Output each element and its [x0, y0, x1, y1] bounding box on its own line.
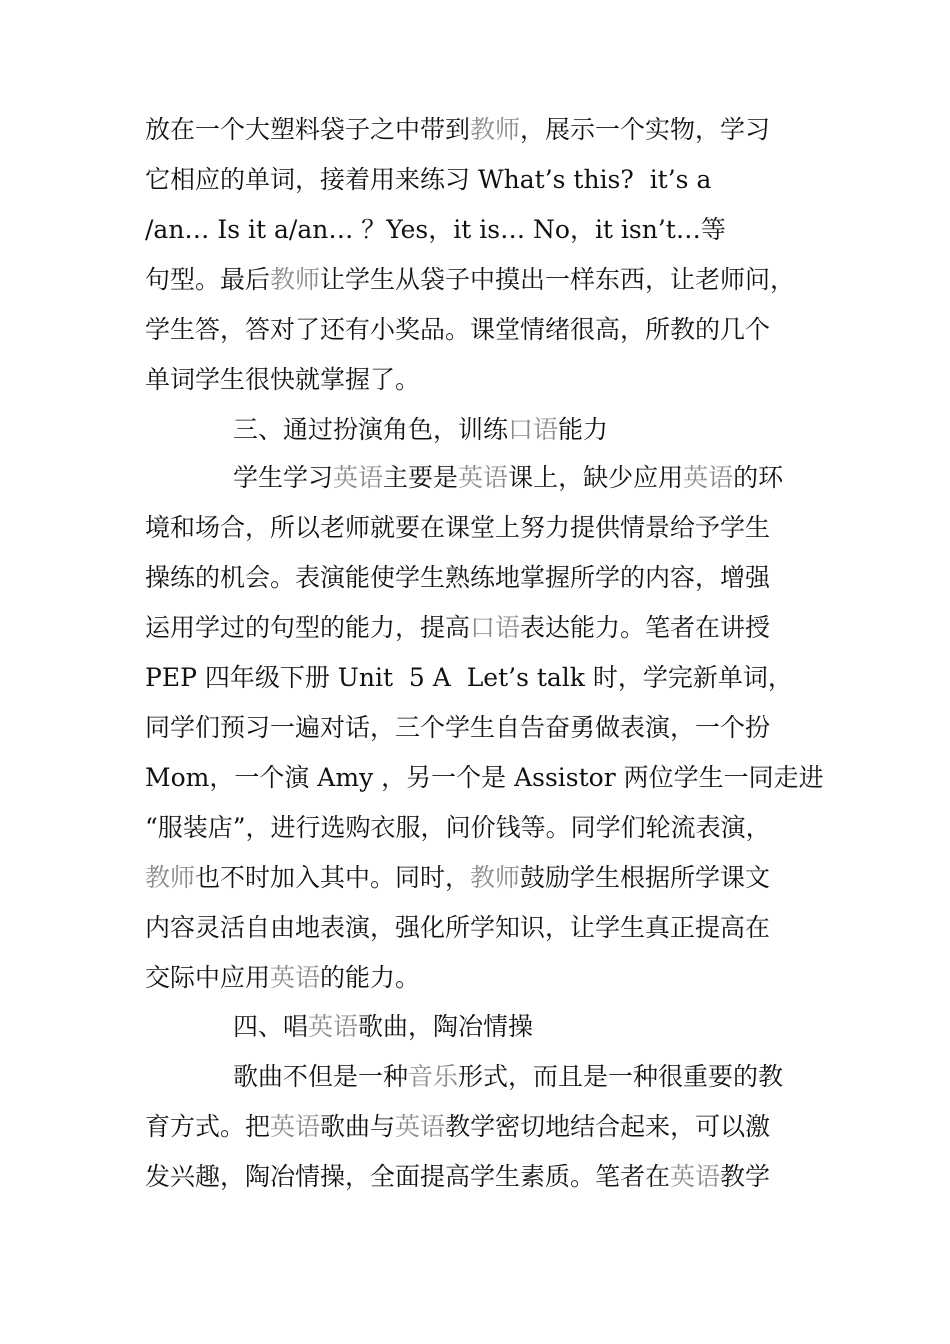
text-line — [0, 1105, 950, 1149]
keyword-link[interactable]: 英语 — [308, 1012, 359, 1041]
keyword-link[interactable]: 音乐 — [408, 1062, 459, 1091]
text-line — [0, 606, 950, 650]
text-segment: 鼓励学生根据所学课文 — [520, 863, 771, 892]
text-line — [0, 108, 950, 152]
text-segment: 交际中应用 — [145, 963, 271, 992]
text-segment: /an… Is it a/an… ？Yes，it is… No，it isn’t…等 — [145, 215, 726, 244]
text-segment: 操练的机会。表演能使学生熟练地掌握所学的内容，增强 — [145, 563, 771, 592]
text-line — [0, 308, 950, 352]
text-segment: 句型。最后 — [145, 265, 271, 294]
keyword-link[interactable]: 教师 — [145, 863, 196, 892]
text-line — [0, 408, 950, 452]
text-line — [0, 1005, 950, 1049]
text-line — [0, 706, 950, 750]
text-segment: 它相应的单词，接着用来练习 What’s this? it’s a — [145, 165, 712, 194]
keyword-link[interactable]: 英语 — [270, 963, 321, 992]
text-segment: 表达能力。笔者在讲授 — [520, 613, 771, 642]
keyword-link[interactable]: 英语 — [683, 463, 734, 492]
text-segment: 让学生从袋子中摸出一样东西，让老师问， — [320, 265, 796, 294]
keyword-link[interactable]: 教师 — [470, 115, 521, 144]
text-segment: “服装店”，进行选购衣服，问价钱等。同学们轮流表演， — [145, 813, 771, 842]
text-line — [0, 856, 950, 900]
keyword-link[interactable]: 英语 — [333, 463, 384, 492]
keyword-link[interactable]: 英语 — [395, 1112, 446, 1141]
text-segment: 学生答，答对了还有小奖品。课堂情绪很高，所教的几个 — [145, 315, 771, 344]
text-segment: 教学密切地结合起来，可以激 — [445, 1112, 771, 1141]
keyword-link[interactable]: 英语 — [670, 1162, 721, 1191]
text-segment: 发兴趣，陶冶情操，全面提高学生素质。笔者在 — [145, 1162, 671, 1191]
text-segment: Mom，一个演 Amy ，另一个是 Assistor 两位学生一同走进 — [145, 763, 824, 792]
keyword-link[interactable]: 英语 — [270, 1112, 321, 1141]
text-segment: 学生学习 — [233, 463, 334, 492]
text-line — [0, 656, 950, 700]
text-segment: 的能力。 — [320, 963, 421, 992]
text-line — [0, 1155, 950, 1199]
text-segment: 形式，而且是一种很重要的教 — [458, 1062, 784, 1091]
text-segment: ，展示一个实物，学习 — [520, 115, 771, 144]
text-segment: 也不时加入其中。同时， — [195, 863, 471, 892]
keyword-link[interactable]: 英语 — [458, 463, 509, 492]
text-line — [0, 1055, 950, 1099]
keyword-link[interactable]: 口语 — [470, 613, 521, 642]
text-segment: 四、唱 — [233, 1012, 309, 1041]
text-line — [0, 756, 950, 800]
text-line — [0, 358, 950, 402]
text-segment: 境和场合，所以老师就要在课堂上努力提供情景给予学生 — [145, 513, 771, 542]
text-segment: 的环 — [733, 463, 784, 492]
text-line — [0, 956, 950, 1000]
text-segment: 主要是 — [383, 463, 459, 492]
text-line — [0, 806, 950, 850]
text-segment: 教学 — [720, 1162, 771, 1191]
text-segment: PEP 四年级下册 Unit 5 A Let’s talk 时，学完新单词， — [145, 663, 793, 692]
keyword-link[interactable]: 教师 — [270, 265, 321, 294]
text-line — [0, 158, 950, 202]
text-line — [0, 556, 950, 600]
text-segment: 三、通过扮演角色，训练 — [233, 415, 509, 444]
text-line — [0, 506, 950, 550]
text-line — [0, 456, 950, 500]
text-segment: 歌曲不但是一种 — [233, 1062, 409, 1091]
text-segment: 运用学过的句型的能力，提高 — [145, 613, 471, 642]
text-segment: 同学们预习一遍对话，三个学生自告奋勇做表演，一个扮 — [145, 713, 771, 742]
text-line — [0, 208, 950, 252]
keyword-link[interactable]: 教师 — [470, 863, 521, 892]
text-segment: 育方式。把 — [145, 1112, 271, 1141]
text-segment: 课上，缺少应用 — [508, 463, 684, 492]
text-segment: 单词学生很快就掌握了。 — [145, 365, 421, 394]
text-segment: 能力 — [558, 415, 609, 444]
text-segment: 歌曲，陶冶情操 — [358, 1012, 534, 1041]
text-segment: 歌曲与 — [320, 1112, 396, 1141]
keyword-link[interactable]: 口语 — [508, 415, 559, 444]
text-line — [0, 258, 950, 302]
text-segment: 放在一个大塑料袋子之中带到 — [145, 115, 471, 144]
text-segment: 内容灵活自由地表演，强化所学知识，让学生真正提高在 — [145, 913, 771, 942]
text-line — [0, 906, 950, 950]
